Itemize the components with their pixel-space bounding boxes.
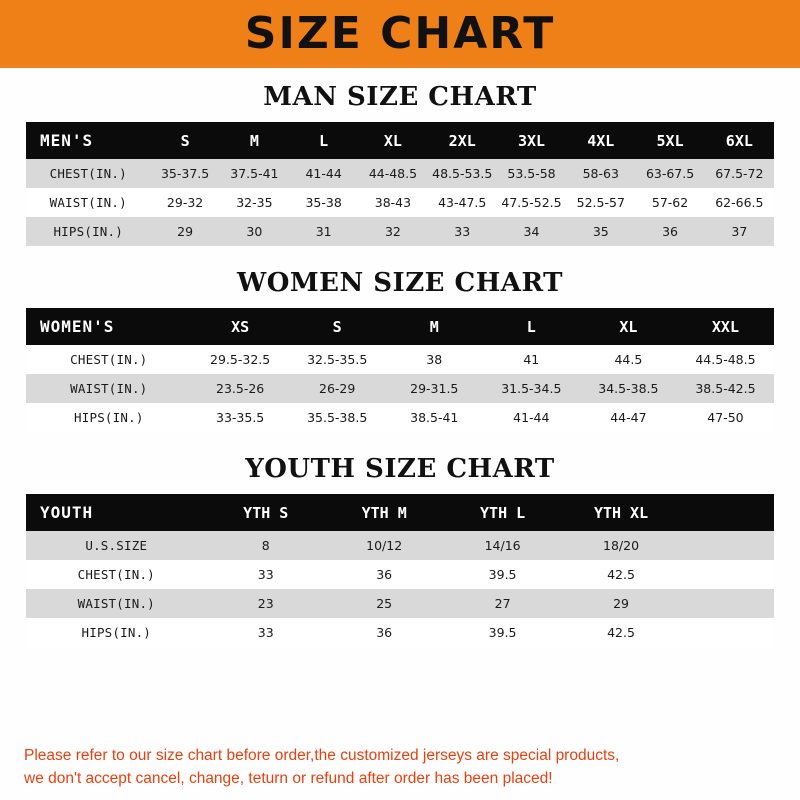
cell: 29-32 [150,188,219,217]
cell: 29 [150,217,219,246]
table-header-row [26,494,774,531]
cell-spacer [680,531,774,560]
cell: 44.5-48.5 [677,345,774,374]
row-label-chest: CHEST(IN.) [26,560,207,589]
column-header-womens: WOMEN'S [26,308,192,345]
policy-note [0,737,800,800]
table-header-row [26,122,774,159]
cell: 62-66.5 [705,188,774,217]
cell: 33 [207,618,325,647]
cell: 36 [325,618,443,647]
column-header-m: M [220,122,289,159]
cell: 63-67.5 [635,159,704,188]
table-row [26,589,774,618]
row-label-waist: WAIST(IN.) [26,188,150,217]
cell: 23.5-26 [192,374,289,403]
table-row [26,159,774,188]
cell: 33 [207,560,325,589]
cell-spacer [680,589,774,618]
cell: 37 [705,217,774,246]
column-header-4xl: 4XL [566,122,635,159]
table-row [26,560,774,589]
cell: 34 [497,217,566,246]
cell: 38 [386,345,483,374]
column-header-xl: XL [358,122,427,159]
cell: 35.5-38.5 [289,403,386,432]
cell: 18/20 [562,531,680,560]
column-header-yth-m: YTH M [325,494,443,531]
cell: 33 [428,217,497,246]
cell: 35 [566,217,635,246]
cell: 41 [483,345,580,374]
policy-note-line-1: Please refer to our size chart before order,the customized jerseys are special products, [24,747,620,765]
cell: 41-44 [289,159,358,188]
cell: 36 [635,217,704,246]
cell: 43-47.5 [428,188,497,217]
column-header-spacer [680,494,774,531]
cell: 33-35.5 [192,403,289,432]
cell: 57-62 [635,188,704,217]
table-row [26,188,774,217]
column-header-5xl: 5XL [635,122,704,159]
cell: 32 [358,217,427,246]
cell: 41-44 [483,403,580,432]
table-row [26,531,774,560]
cell: 27 [443,589,561,618]
table-man-size [26,122,774,246]
cell: 29.5-32.5 [192,345,289,374]
row-label-waist: WAIST(IN.) [26,374,192,403]
policy-note-line-2: we don't accept cancel, change, teturn or refund after order has been placed! [24,769,553,787]
cell: 26-29 [289,374,386,403]
column-header-yth-l: YTH L [443,494,561,531]
cell: 47.5-52.5 [497,188,566,217]
section-title-man: MAN SIZE CHART [263,82,537,112]
column-header-youth: YOUTH [26,494,207,531]
cell: 38-43 [358,188,427,217]
cell: 58-63 [566,159,635,188]
row-label-hips: HIPS(IN.) [26,217,150,246]
cell: 31 [289,217,358,246]
cell: 53.5-58 [497,159,566,188]
column-header-l: L [289,122,358,159]
cell: 29-31.5 [386,374,483,403]
cell: 44.5 [580,345,677,374]
table-row [26,217,774,246]
cell: 14/16 [443,531,561,560]
cell: 23 [207,589,325,618]
section-women-size-chart [0,268,800,432]
cell: 44-47 [580,403,677,432]
cell: 52.5-57 [566,188,635,217]
cell: 35-38 [289,188,358,217]
table-women-size [26,308,774,432]
row-label-us-size: U.S.SIZE [26,531,207,560]
row-label-waist: WAIST(IN.) [26,589,207,618]
page-banner [0,0,800,68]
row-label-chest: CHEST(IN.) [26,345,192,374]
cell: 30 [220,217,289,246]
column-header-m: M [386,308,483,345]
row-label-hips: HIPS(IN.) [26,618,207,647]
cell: 47-50 [677,403,774,432]
cell: 38.5-41 [386,403,483,432]
cell: 35-37.5 [150,159,219,188]
page-title: SIZE CHART [244,8,556,59]
section-man-size-chart [0,82,800,246]
column-header-l: L [483,308,580,345]
section-title-women: WOMEN SIZE CHART [237,268,563,298]
table-row [26,345,774,374]
cell: 37.5-41 [220,159,289,188]
table-youth-size [26,494,774,647]
column-header-xxl: XXL [677,308,774,345]
cell: 32-35 [220,188,289,217]
column-header-2xl: 2XL [428,122,497,159]
column-header-xs: XS [192,308,289,345]
cell: 34.5-38.5 [580,374,677,403]
table-row [26,618,774,647]
table-row [26,374,774,403]
cell-spacer [680,560,774,589]
column-header-s: S [150,122,219,159]
cell: 36 [325,560,443,589]
table-header-row [26,308,774,345]
cell: 42.5 [562,618,680,647]
cell: 25 [325,589,443,618]
cell: 67.5-72 [705,159,774,188]
cell: 42.5 [562,560,680,589]
section-youth-size-chart [0,454,800,647]
cell: 10/12 [325,531,443,560]
cell: 48.5-53.5 [428,159,497,188]
cell: 38.5-42.5 [677,374,774,403]
cell: 8 [207,531,325,560]
column-header-yth-s: YTH S [207,494,325,531]
column-header-yth-xl: YTH XL [562,494,680,531]
row-label-hips: HIPS(IN.) [26,403,192,432]
column-header-6xl: 6XL [705,122,774,159]
cell: 32.5-35.5 [289,345,386,374]
cell: 39.5 [443,560,561,589]
cell: 39.5 [443,618,561,647]
cell: 29 [562,589,680,618]
column-header-s: S [289,308,386,345]
cell-spacer [680,618,774,647]
column-header-3xl: 3XL [497,122,566,159]
cell: 44-48.5 [358,159,427,188]
cell: 31.5-34.5 [483,374,580,403]
section-title-youth: YOUTH SIZE CHART [245,454,555,484]
column-header-xl: XL [580,308,677,345]
table-row [26,403,774,432]
row-label-chest: CHEST(IN.) [26,159,150,188]
column-header-mens: MEN'S [26,122,150,159]
